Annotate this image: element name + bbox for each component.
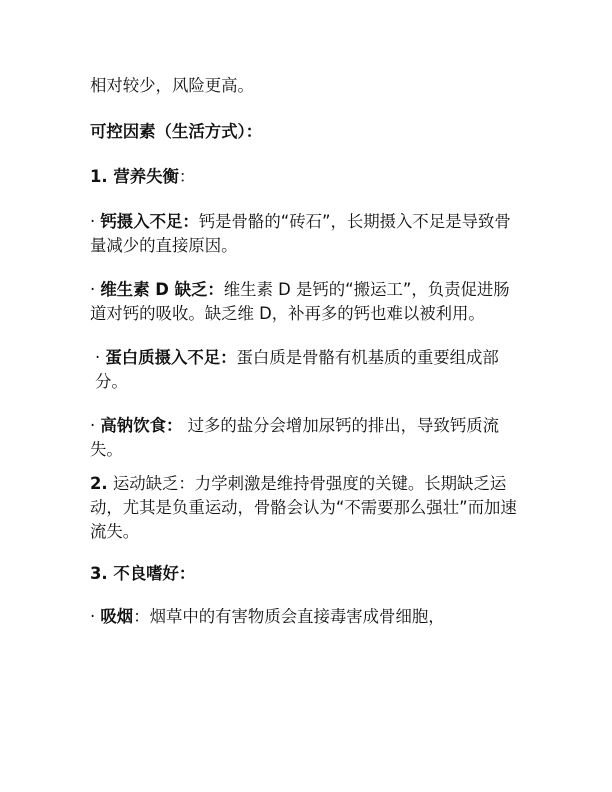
paragraph-risk-conclusion: 相对较少，风险更高。 <box>90 76 254 95</box>
bullet-dot: · <box>90 212 101 231</box>
bullet-protein-text: 蛋白质是骨骼有机基质的重要组成部分。 <box>95 348 499 391</box>
bullet-smoking-text: ：烟草中的有害物质会直接毒害成骨细胞， <box>133 607 445 626</box>
bullet-smoking <box>90 605 526 629</box>
bullet-vitamin-d-text: 维生素 D 是钙的“搬运工”，负责促进肠道对钙的吸收。缺乏维 D，补再多的钙也难以被利用。 <box>90 280 510 323</box>
bullet-high-sodium <box>90 414 526 462</box>
exercise-text: 运动缺乏：力学刺激是维持骨强度的关键。长期缺乏运动，尤其是负重运动，骨骼会认为“不需要那么强壮”而加速流失。 <box>90 474 517 541</box>
bullet-smoking-title: 吸烟 <box>100 607 134 626</box>
bullet-vitamin-d <box>90 278 526 326</box>
heading-nutrition-label: 1. 营养失衡 <box>90 167 179 186</box>
bullet-dot: · <box>95 348 106 367</box>
bullet-vitamin-d-title: 维生素 D 缺乏： <box>100 280 224 299</box>
paragraph-lack-of-exercise <box>90 472 526 544</box>
bullet-dot: · <box>90 416 101 435</box>
bullet-calcium-intake <box>90 210 526 258</box>
bullet-dot: · <box>90 607 101 626</box>
heading-controllable-factors: 可控因素（生活方式）： <box>90 122 263 141</box>
exercise-number: 2. <box>90 474 108 493</box>
bullet-protein-title: 蛋白质摄入不足： <box>105 348 237 367</box>
heading-nutrition-imbalance <box>90 165 526 189</box>
bullet-dot: · <box>90 280 101 299</box>
bullet-protein-intake <box>90 346 526 394</box>
bullet-calcium-text: 钙是骨骼的“砖石”，长期摄入不足是导致骨量减少的直接原因。 <box>90 212 511 255</box>
document-page <box>90 74 526 629</box>
heading-bad-habits: 3. 不良嗜好： <box>90 564 196 583</box>
heading-nutrition-colon: ： <box>178 167 196 186</box>
bullet-sodium-title: 高钠饮食： <box>100 416 183 435</box>
bullet-calcium-title: 钙摄入不足： <box>100 212 199 231</box>
bullet-sodium-text: 过多的盐分会增加尿钙的排出，导致钙质流失。 <box>90 416 500 459</box>
